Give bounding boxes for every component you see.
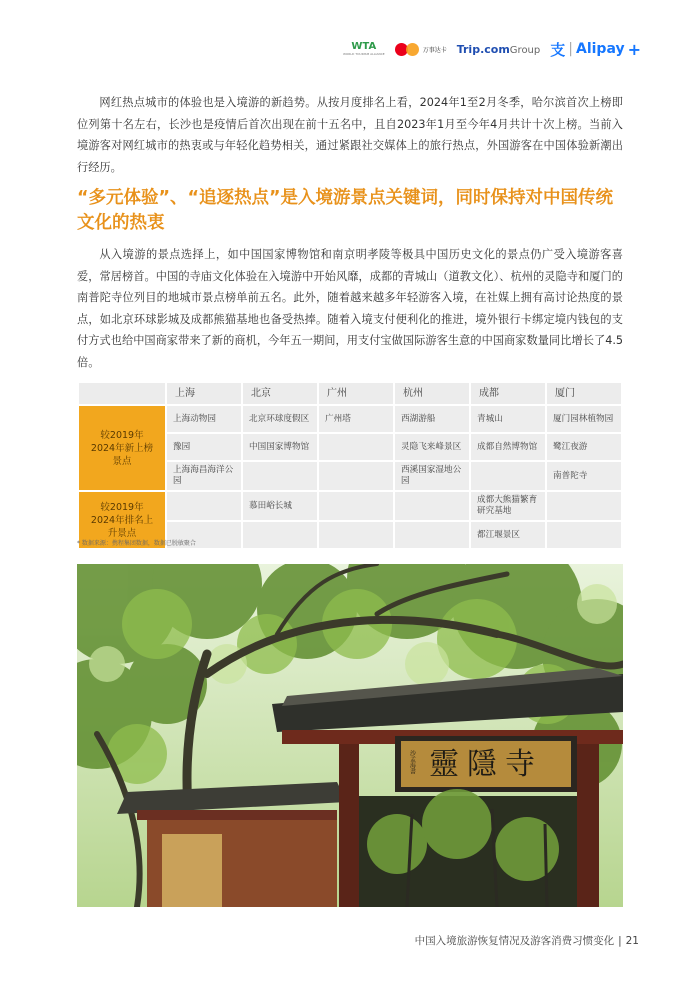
partner-logos xyxy=(343,36,641,62)
table-cell xyxy=(471,462,545,490)
page-footer xyxy=(415,933,639,948)
table-cell xyxy=(319,492,393,520)
alipay-brand: Alipay xyxy=(575,41,625,57)
trip-brand: Trip.com xyxy=(456,42,510,56)
table-cell: 西溪国家湿地公园 xyxy=(395,462,469,490)
table-cell: 成都自然博物馆 xyxy=(471,434,545,460)
row-group-label-new: 较2019年 2024年新上榜 景点 xyxy=(79,406,165,490)
plaque-text: 靈隱寺 xyxy=(429,747,543,782)
column-header: 杭州 xyxy=(395,383,469,404)
paragraph-attractions: 从入境游的景点选择上，如中国国家博物馆和南京明孝陵等极具中国历史文化的景点仍广受入境游客喜爱，常居榜首。中国的寺庙文化体验在入境游中开始风靡，成都的青城山（道教文化）、杭州的灵隐寺和厦门的南普陀寺位列目的地城市景点榜单前五名。此外，随着越来越多年轻游客入境，在社媒上拥有高讨论热度的景点，如北京环球影城及成都熊猫基地也备受热捧。随着入境支付便利化的推进，境外银行卡绑定境内钱包的支付方式也给中国商家带来了新的商机，今年五一期间，用支付宝做国际游客生意的中国商家数量同比增长了4.5倍。 xyxy=(77,248,623,369)
table-cell xyxy=(167,492,241,520)
table-cell: 慕田峪长城 xyxy=(243,492,317,520)
table-cell: 上海动物园 xyxy=(167,406,241,432)
page-number: 21 xyxy=(625,935,639,947)
table-cell xyxy=(319,522,393,548)
table-cell: 厦门园林植物园 xyxy=(547,406,621,432)
temple-gate-illustration xyxy=(77,564,623,907)
mastercard-logo xyxy=(395,43,447,56)
table-cell: 青城山 xyxy=(471,406,545,432)
data-source-note: * 数据来源：携程集团数据，数据已脱敏聚合 xyxy=(77,540,196,547)
table-cell xyxy=(547,522,621,548)
paragraph-hot-cities: 网红热点城市的体验也是入境游的新趋势。从按月度排名上看，2024年1至2月冬季，哈尔滨首次上榜即位列第十名左右，长沙也是疫情后首次出现在前十五名中，且自2023年1月至今年4月共计十次上榜。当前入境游客对网红城市的热衷或与年轻化趋势相关，通过紧跟社交媒体上的旅行热点，外国游客在中国体验新潮出行经历。 xyxy=(77,96,623,174)
column-header: 成都 xyxy=(471,383,545,404)
row-group-label-rising: 较2019年 2024年排名上 升景点 xyxy=(79,492,165,548)
table-cell: 成都大熊猫繁育研究基地 xyxy=(471,492,545,520)
table-row xyxy=(79,406,621,432)
footer-title: 中国入境旅游恢复情况及游客消费习惯变化 xyxy=(414,935,615,947)
mastercard-orange-circle-icon xyxy=(406,43,419,56)
column-header: 上海 xyxy=(167,383,241,404)
wta-logo xyxy=(343,42,385,56)
alipay-divider: | xyxy=(568,41,573,57)
column-header: 北京 xyxy=(243,383,317,404)
table-header-row xyxy=(79,383,621,404)
table-cell: 西湖游船 xyxy=(395,406,469,432)
lingyin-temple-photo xyxy=(77,564,623,907)
mastercard-label: 万事达卡 xyxy=(422,46,447,54)
table-cell: 鹭江夜游 xyxy=(547,434,621,460)
table-cell: 北京环球度假区 xyxy=(243,406,317,432)
wta-logo-sub: WORLD TOURISM ALLIANCE xyxy=(342,52,385,56)
footer-separator: | xyxy=(618,935,622,947)
wta-logo-text: WTA xyxy=(351,41,377,52)
table-cell xyxy=(319,462,393,490)
table-cell xyxy=(547,492,621,520)
table-cell: 南普陀寺 xyxy=(547,462,621,490)
table-cell: 中国国家博物馆 xyxy=(243,434,317,460)
table-corner-cell xyxy=(79,383,165,404)
attractions-table xyxy=(77,381,623,550)
column-header: 厦门 xyxy=(547,383,621,404)
trip-logo xyxy=(457,43,541,56)
table-row xyxy=(79,492,621,520)
plaque-inscription: 沙孟海書 xyxy=(408,750,416,774)
table-cell xyxy=(395,492,469,520)
section-heading: “多元体验”、“追逐热点”是入境游景点关键词，同时保持对中国传统文化的热衷 xyxy=(77,188,614,233)
table-cell xyxy=(319,434,393,460)
alipay-plus-icon: + xyxy=(627,39,641,59)
table-cell: 上海海昌海洋公园 xyxy=(167,462,241,490)
table-cell: 都江堰景区 xyxy=(471,522,545,548)
column-header: 广州 xyxy=(319,383,393,404)
table-cell: 灵隐飞来峰景区 xyxy=(395,434,469,460)
alipay-glyph: 支 xyxy=(550,40,566,59)
table-cell: 豫园 xyxy=(167,434,241,460)
table-cell xyxy=(395,522,469,548)
table-cell xyxy=(243,522,317,548)
table-cell xyxy=(243,462,317,490)
trip-group: Group xyxy=(509,44,541,56)
alipay-logo xyxy=(550,39,641,60)
table-cell: 广州塔 xyxy=(319,406,393,432)
